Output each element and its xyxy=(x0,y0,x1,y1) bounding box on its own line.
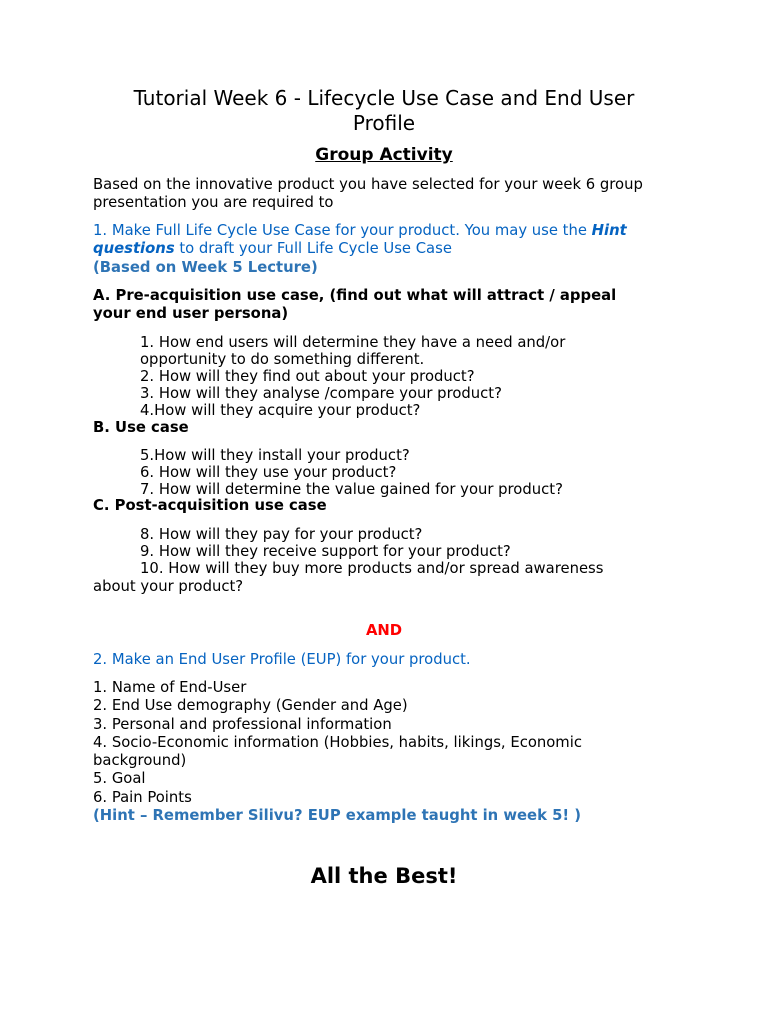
page-title-line-2: Profile xyxy=(352,111,416,135)
closing-message: All the Best! xyxy=(310,864,458,888)
section-a-item-3: 3. How will they analyse /compare your product? xyxy=(140,385,502,402)
section-c-item-9: 9. How will they receive support for your product? xyxy=(140,543,511,560)
eup-item-1: 1. Name of End-User xyxy=(93,679,247,696)
section-a-item-2: 2. How will they find out about your product? xyxy=(140,368,475,385)
intro-line-2: presentation you are required to xyxy=(93,194,334,211)
eup-item-2: 2. End Use demography (Gender and Age) xyxy=(93,697,408,714)
and-divider: AND xyxy=(365,622,403,639)
task2-line: 2. Make an End User Profile (EUP) for your product. xyxy=(93,651,471,668)
eup-item-3: 3. Personal and professional information xyxy=(93,716,392,733)
eup-item-4-continuation: background) xyxy=(93,752,187,769)
section-c-item-8: 8. How will they pay for your product? xyxy=(140,526,423,543)
task1-questions-word: questions xyxy=(93,240,175,257)
task1-hint-word: Hint xyxy=(591,222,627,239)
section-c-item-10: 10. How will they buy more products and/or spread awareness xyxy=(140,560,604,577)
group-activity-heading: Group Activity xyxy=(315,145,453,165)
section-a-item-1b: opportunity to do something different. xyxy=(140,351,425,368)
eup-item-5: 5. Goal xyxy=(93,770,146,787)
section-b-item-5: 5.How will they install your product? xyxy=(140,447,410,464)
section-a-item-4: 4.How will they acquire your product? xyxy=(140,402,421,419)
section-a-heading-line-2: your end user persona) xyxy=(93,305,289,322)
eup-item-4: 4. Socio-Economic information (Hobbies, habits, likings, Economic xyxy=(93,734,582,751)
task1-line-1 xyxy=(93,222,627,240)
intro-line-1: Based on the innovative product you have selected for your week 6 group xyxy=(93,176,643,193)
task1-line-2 xyxy=(93,240,452,258)
page-title-line-1: Tutorial Week 6 - Lifecycle Use Case and End User xyxy=(133,86,635,110)
task1-text: 1. Make Full Life Cycle Use Case for your product. You may use the xyxy=(93,222,592,239)
section-a-item-1a: 1. How end users will determine they have a need and/or xyxy=(140,334,566,351)
section-b-item-6: 6. How will they use your product? xyxy=(140,464,397,481)
section-c-heading: C. Post-acquisition use case xyxy=(93,497,327,514)
section-a-heading-line-1: A. Pre-acquisition use case, (find out what will attract / appeal xyxy=(93,287,617,304)
task1-based-on: (Based on Week 5 Lecture) xyxy=(93,259,318,276)
section-b-item-7: 7. How will determine the value gained for your product? xyxy=(140,481,563,498)
section-c-continuation: about your product? xyxy=(93,578,244,595)
section-b-heading: B. Use case xyxy=(93,419,189,436)
hint-note: (Hint – Remember Silivu? EUP example taught in week 5! ) xyxy=(93,807,582,824)
task1-draft-text: to draft your Full Life Cycle Use Case xyxy=(174,240,452,257)
eup-item-6: 6. Pain Points xyxy=(93,789,192,806)
